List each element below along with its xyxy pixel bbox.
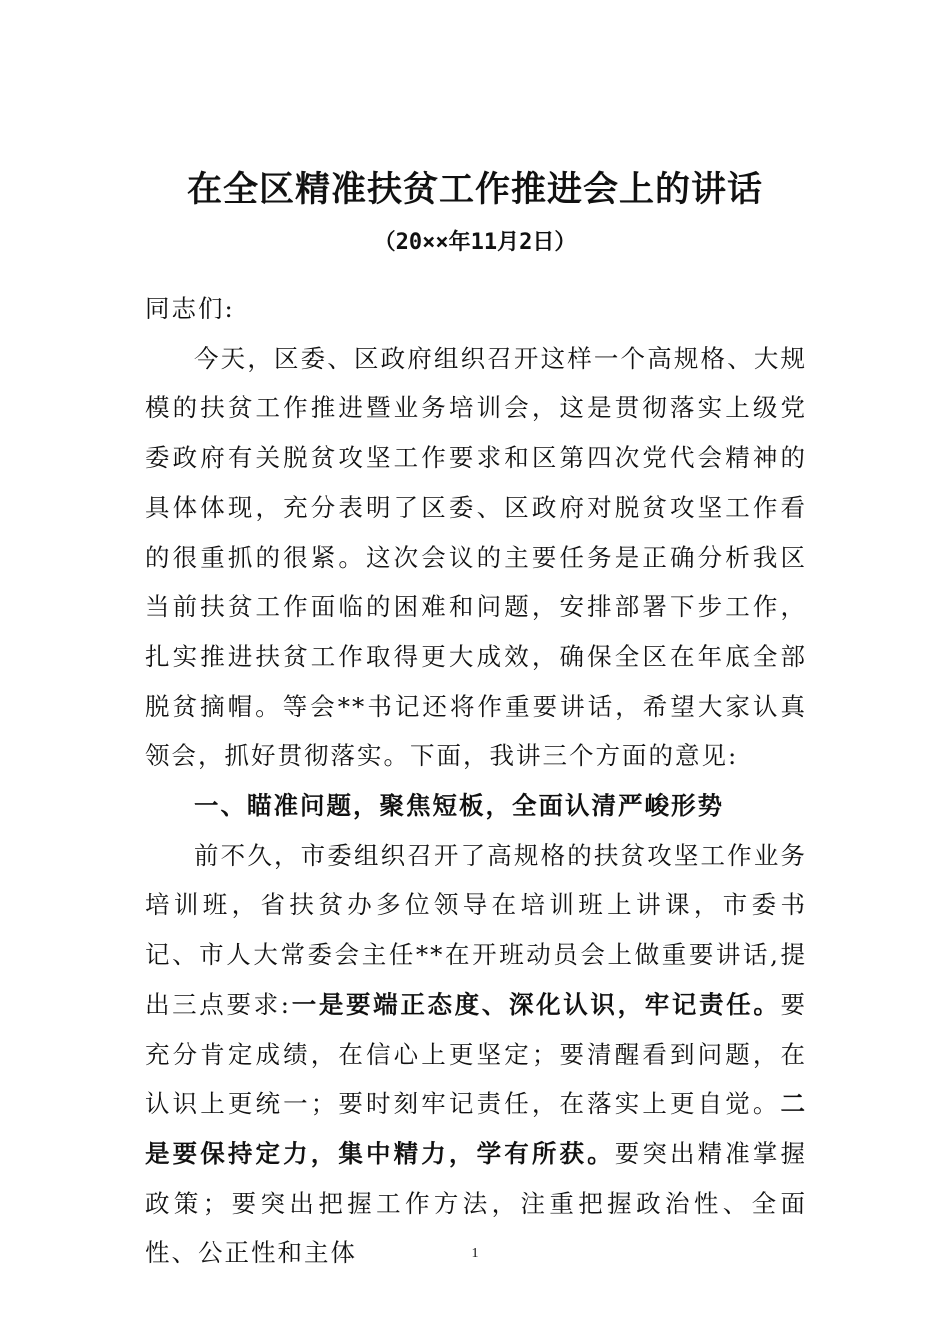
document-body bbox=[145, 284, 807, 1278]
section-heading-1: 一、瞄准问题，聚焦短板，全面认清严峻形势 bbox=[194, 791, 724, 821]
bold-requirement-1: 一是要端正态度、深化认识，牢记责任。 bbox=[291, 989, 781, 1019]
paragraph-text: 前不久，市委组织召开了高规格的扶贫攻坚工作业务培训班，省扶贫办多位领导在培训班上讲课，市委书记、市人大常委会主任**在开班动员会上做重要讲话,提出三点要求: bbox=[145, 840, 807, 1019]
document-title: 在全区精准扶贫工作推进会上的讲话 bbox=[186, 169, 763, 210]
document-date: （20××年11月2日） bbox=[373, 230, 577, 255]
paragraph-section-1 bbox=[145, 831, 807, 1278]
paragraph-text: 要充分肯定成绩，在信心上更坚定；要清醒看到问题，在认识上更统一；要时刻牢记责任，在落实上更自觉。 bbox=[145, 989, 808, 1119]
salutation: 同志们: bbox=[145, 294, 235, 323]
page-number: 1 bbox=[471, 1246, 479, 1261]
bold-requirement-2: 二是要保持定力，集中精力，学有所获。 bbox=[145, 1089, 807, 1168]
paragraph-text: 要突出精准掌握政策；要突出把握工作方法，注重把握政治性、全面性、公正性和主体 bbox=[145, 1138, 808, 1268]
paragraph-intro: 今天，区委、区政府组织召开这样一个高规格、大规模的扶贫工作推进暨业务培训会，这是贯彻落实上级党委政府有关脱贫攻坚工作要求和区第四次党代会精神的具体体现，充分表明了区委、区政府对脱贫攻坚工作看的很重抓的很紧。这次会议的主要任务是正确分析我区当前扶贫工作面临的困难和问题，安排部署下步工作，扎实推进扶贫工作取得更大成效，确保全区在年底全部脱贫摘帽。等会**书记还将作重要讲话，希望大家认真领会，抓好贯彻落实。下面，我讲三个方面的意见: bbox=[145, 343, 807, 771]
